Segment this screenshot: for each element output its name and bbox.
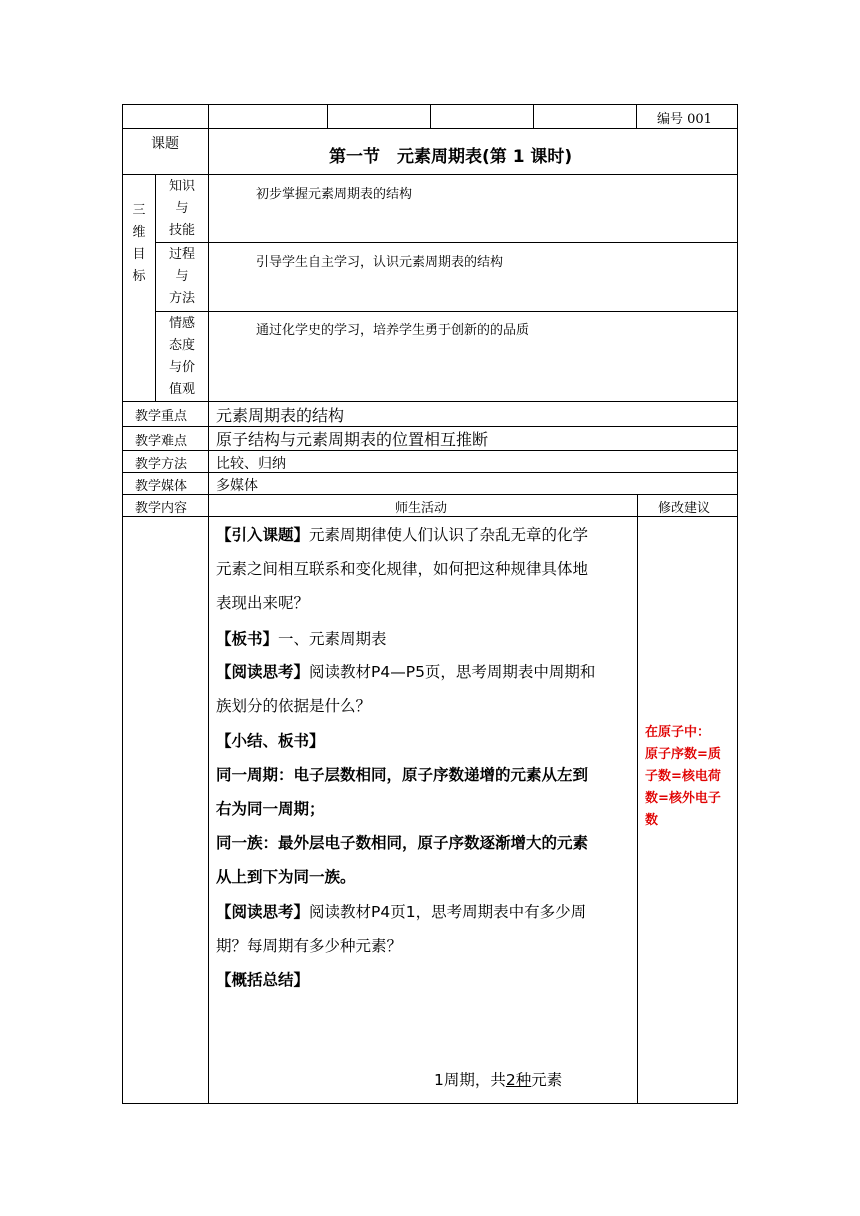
period-rule-line-1: 同一周期：电子层数相同，原子序数递增的元素从左到 bbox=[216, 766, 589, 784]
media-label: 教学媒体 bbox=[135, 479, 188, 494]
key-point-value: 元素周期表的结构 bbox=[216, 406, 345, 425]
goal-label-attitude: 情感 态度 与价 值观 bbox=[168, 316, 195, 397]
reading-2-line-1: 阅读教材P4页1，思考周期表中有多少周 bbox=[309, 903, 587, 921]
difficulty-label: 教学难点 bbox=[135, 434, 188, 449]
group-rule-line-2: 从上到下为同一族。 bbox=[216, 868, 356, 886]
goals-group-label: 三 维 目 标 bbox=[132, 203, 146, 284]
intro-tag: 【引入课题】 bbox=[216, 526, 310, 544]
reading-tag-1: 【阅读思考】 bbox=[216, 663, 310, 681]
period-count-line: 1周期，共2种元素 bbox=[434, 1071, 563, 1089]
goal-label-knowledge: 知识 与 技能 bbox=[168, 179, 195, 238]
topic-label: 课题 bbox=[151, 136, 179, 152]
reading-2-line-2: 期？每周期有多少种元素？ bbox=[216, 937, 403, 955]
method-label: 教学方法 bbox=[135, 457, 188, 472]
summary-tag: 【小结、板书】 bbox=[216, 732, 325, 750]
reading-1-line-1: 阅读教材P4—P5页，思考周期表中周期和 bbox=[309, 663, 596, 681]
conclusion-tag: 【概括总结】 bbox=[216, 971, 310, 989]
page-title: 第一节 元素周期表(第 1 课时) bbox=[329, 147, 573, 167]
content-column-header: 教学内容 bbox=[135, 501, 188, 516]
suggestion-note: 在原子中： 原子序数=质 子数=核电荷 数=核外电子 数 bbox=[645, 725, 721, 828]
intro-line-2: 元素之间相互联系和变化规律，如何把这种规律具体地 bbox=[216, 560, 589, 578]
board-text: 一、元素周期表 bbox=[278, 630, 387, 648]
reading-1-line-2: 族划分的依据是什么？ bbox=[216, 697, 372, 715]
key-point-label: 教学重点 bbox=[135, 409, 188, 424]
reading-tag-2: 【阅读思考】 bbox=[216, 903, 310, 921]
intro-line-3: 表现出来呢？ bbox=[216, 594, 310, 612]
board-tag: 【板书】 bbox=[216, 630, 279, 648]
difficulty-value: 原子结构与元素周期表的位置相互推断 bbox=[216, 430, 489, 449]
goal-label-process: 过程 与 方法 bbox=[168, 247, 195, 306]
period-rule-line-2: 右为同一周期； bbox=[216, 800, 325, 818]
goal-text-process: 引导学生自主学习，认识元素周期表的结构 bbox=[256, 255, 504, 270]
document-code: 编号 001 bbox=[657, 112, 712, 127]
group-rule-line-1: 同一族：最外层电子数相同，原子序数逐渐增大的元素 bbox=[216, 834, 589, 852]
goal-text-attitude: 通过化学史的学习，培养学生勇于创新的的品质 bbox=[256, 323, 530, 338]
activity-column-header: 师生活动 bbox=[395, 501, 448, 516]
media-value: 多媒体 bbox=[216, 478, 258, 494]
method-value: 比较、归纳 bbox=[216, 456, 286, 472]
goal-text-knowledge: 初步掌握元素周期表的结构 bbox=[256, 187, 413, 202]
intro-line-1: 元素周期律使人们认识了杂乱无章的化学 bbox=[309, 526, 589, 544]
suggestion-column-header: 修改建议 bbox=[658, 501, 711, 516]
